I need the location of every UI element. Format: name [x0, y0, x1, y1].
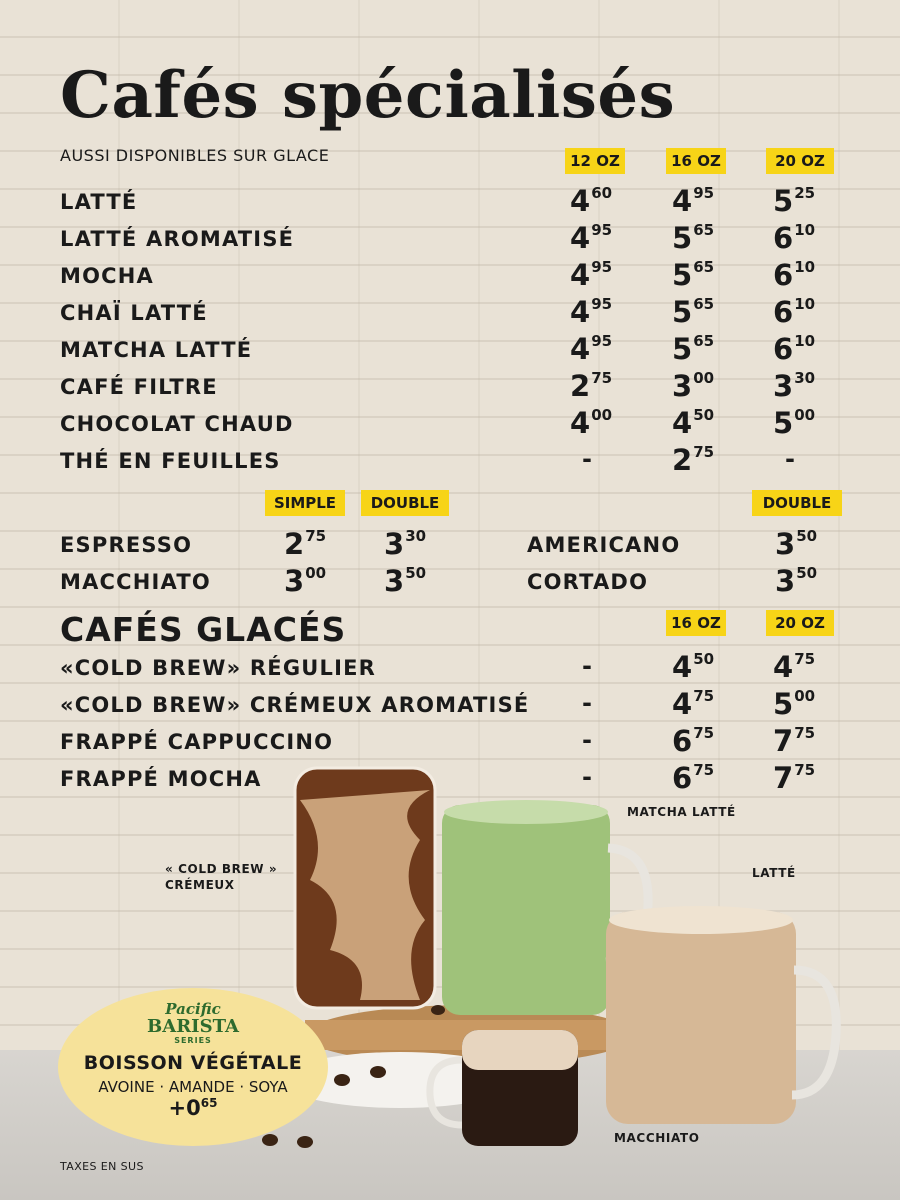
latte-mug	[606, 912, 796, 1124]
price-dollars: 5	[773, 687, 794, 721]
price-cents: 30	[405, 527, 427, 546]
price-cents: 50	[693, 650, 715, 669]
price-cents: 75	[693, 443, 715, 462]
price-cents: 50	[405, 564, 427, 583]
price-dollars: 6	[672, 724, 693, 758]
menu-item-name: «COLD BREW» RÉGULIER	[60, 656, 377, 680]
price-dollars: 2	[570, 369, 591, 403]
price-cents: 75	[591, 369, 613, 388]
price-dollars: 4	[672, 406, 693, 440]
price-simple	[284, 564, 326, 598]
latte-foam	[609, 906, 793, 934]
price-cents: 75	[794, 761, 816, 780]
badge-heading: BOISSON VÉGÉTALE	[83, 1052, 303, 1074]
price-cents: 75	[693, 687, 715, 706]
price-dollars: 5	[672, 295, 693, 329]
menu-item-name: THÉ EN FEUILLES	[60, 449, 281, 473]
price-dollars: 3	[773, 369, 794, 403]
menu-item-name: MACCHIATO	[60, 570, 211, 594]
price-unavailable: -	[582, 726, 592, 754]
price-dollars: 5	[672, 221, 693, 255]
price-unavailable: -	[582, 652, 592, 680]
price	[570, 332, 612, 366]
price-dollars: 4	[570, 184, 591, 218]
price-dollars: 3	[775, 527, 796, 561]
price	[672, 761, 714, 795]
price-cents: 95	[591, 332, 613, 351]
page-subtitle: AUSSI DISPONIBLES SUR GLACE	[60, 146, 330, 165]
price-cents: 50	[796, 564, 818, 583]
menu-item-name: «COLD BREW» CRÉMEUX AROMATISÉ	[60, 693, 530, 717]
price	[672, 687, 714, 721]
iced-section-title: CAFÉS GLACÉS	[60, 610, 347, 649]
price-cents: 10	[794, 332, 816, 351]
price	[773, 295, 815, 329]
price-unavailable: -	[582, 445, 592, 473]
price-dollars: 4	[570, 258, 591, 292]
footnote: TAXES EN SUS	[60, 1160, 144, 1173]
latte-handle	[792, 970, 836, 1095]
price	[672, 258, 714, 292]
price-cents: 65	[693, 295, 715, 314]
price-cents: 00	[794, 406, 816, 425]
page-title: Cafés spécialisés	[60, 58, 676, 133]
badge-series: BARISTA	[147, 1016, 239, 1037]
price-dollars: 2	[284, 527, 305, 561]
price-dollars: 5	[672, 332, 693, 366]
caption-matcha: MATCHA LATTÉ	[627, 805, 736, 819]
price-dollars: 4	[570, 332, 591, 366]
coffee-bean	[431, 1005, 445, 1015]
tag-double-right: DOUBLE	[752, 490, 842, 516]
price-dollars: 2	[672, 443, 693, 477]
price-dollars: 4	[672, 650, 693, 684]
price-dollars: 3	[284, 564, 305, 598]
price	[773, 258, 815, 292]
price-cents: 60	[591, 184, 613, 203]
price-cents: 75	[693, 724, 715, 743]
price-dollars: 3	[672, 369, 693, 403]
iced-size-tag-20oz: 20 OZ	[766, 610, 834, 636]
price	[672, 650, 714, 684]
price	[672, 724, 714, 758]
price-unavailable: -	[582, 689, 592, 717]
price-dollars: 4	[672, 687, 693, 721]
price-dollars: 5	[672, 258, 693, 292]
price-cents: 50	[796, 527, 818, 546]
caption-macchiato: MACCHIATO	[614, 1131, 700, 1145]
size-tag-20oz: 20 OZ	[766, 148, 834, 174]
badge-extra-price	[58, 1096, 328, 1120]
price-dollars: 4	[773, 650, 794, 684]
price-cents: 00	[693, 369, 715, 388]
menu-item-name: CHOCOLAT CHAUD	[60, 412, 294, 436]
price-double	[775, 527, 817, 561]
price	[672, 184, 714, 218]
price	[570, 184, 612, 218]
price	[570, 258, 612, 292]
menu-item-name: AMERICANO	[527, 533, 681, 557]
menu-item-name: CORTADO	[527, 570, 649, 594]
tag-double: DOUBLE	[361, 490, 449, 516]
price-cents: 75	[794, 724, 816, 743]
price	[570, 369, 612, 403]
price-dollars: 4	[672, 184, 693, 218]
price-cents: 10	[794, 221, 816, 240]
price	[672, 369, 714, 403]
price-cents: 65	[693, 221, 715, 240]
price-cents: 65	[693, 332, 715, 351]
price	[672, 443, 714, 477]
badge-extra-cents: 65	[200, 1096, 218, 1110]
price	[773, 221, 815, 255]
price-cents: 00	[305, 564, 327, 583]
coffee-bean	[262, 1134, 278, 1146]
price-dollars: 6	[773, 221, 794, 255]
caption-cold-brew-1: « COLD BREW »	[165, 862, 278, 876]
price-dollars: 5	[773, 406, 794, 440]
price-cents: 75	[305, 527, 327, 546]
price	[773, 761, 815, 795]
macchiato-foam	[462, 1030, 578, 1070]
price-dollars: 4	[570, 406, 591, 440]
price-dollars: 5	[773, 184, 794, 218]
badge-brand: Pacific	[165, 1000, 221, 1018]
coffee-bean	[297, 1136, 313, 1148]
price	[773, 406, 815, 440]
price	[570, 295, 612, 329]
price-cents: 25	[794, 184, 816, 203]
menu-item-name: LATTÉ	[60, 190, 138, 214]
price-cents: 30	[794, 369, 816, 388]
price	[672, 406, 714, 440]
price	[773, 369, 815, 403]
price-double	[775, 564, 817, 598]
price-dollars: 7	[773, 761, 794, 795]
price	[773, 184, 815, 218]
iced-size-tag-16oz: 16 OZ	[666, 610, 726, 636]
price-cents: 95	[591, 295, 613, 314]
plant-milk-badge	[58, 988, 328, 1146]
menu-item-name: FRAPPÉ CAPPUCCINO	[60, 730, 334, 754]
coffee-bean	[370, 1066, 386, 1078]
menu-item-name: MATCHA LATTÉ	[60, 338, 253, 362]
price-double	[384, 564, 426, 598]
badge-extra-main: +0	[168, 1096, 201, 1120]
size-tag-16oz: 16 OZ	[666, 148, 726, 174]
price-dollars: 6	[773, 332, 794, 366]
price-dollars: 6	[672, 761, 693, 795]
price-cents: 50	[693, 406, 715, 425]
price-cents: 95	[693, 184, 715, 203]
price-double	[384, 527, 426, 561]
coffee-bean	[334, 1074, 350, 1086]
price-cents: 65	[693, 258, 715, 277]
matcha-mug	[442, 805, 610, 1015]
badge-options: AVOINE · AMANDE · SOYA	[98, 1078, 288, 1096]
size-tag-12oz: 12 OZ	[565, 148, 625, 174]
menu-item-name: MOCHA	[60, 264, 154, 288]
price-cents: 10	[794, 295, 816, 314]
price-dollars: 4	[570, 221, 591, 255]
price-dollars: 4	[570, 295, 591, 329]
price-dollars: 7	[773, 724, 794, 758]
price-cents: 75	[794, 650, 816, 669]
price	[672, 221, 714, 255]
price	[570, 406, 612, 440]
menu-item-name: ESPRESSO	[60, 533, 193, 557]
price-cents: 95	[591, 221, 613, 240]
price	[773, 724, 815, 758]
menu-item-name: FRAPPÉ MOCHA	[60, 767, 262, 791]
price-simple	[284, 527, 326, 561]
menu-item-name: CAFÉ FILTRE	[60, 375, 218, 399]
price	[773, 650, 815, 684]
price-cents: 95	[591, 258, 613, 277]
menu-item-name: LATTÉ AROMATISÉ	[60, 227, 295, 251]
price-dollars: 3	[384, 564, 405, 598]
price-cents: 10	[794, 258, 816, 277]
tag-simple: SIMPLE	[265, 490, 345, 516]
price	[672, 332, 714, 366]
price-cents: 00	[591, 406, 613, 425]
menu-item-name: CHAÏ LATTÉ	[60, 301, 208, 325]
price-dollars: 3	[384, 527, 405, 561]
price-dollars: 6	[773, 295, 794, 329]
price-cents: 00	[794, 687, 816, 706]
price-dollars: 3	[775, 564, 796, 598]
matcha-foam	[444, 800, 608, 824]
caption-cold-brew-2: CRÉMEUX	[165, 878, 235, 892]
price-cents: 75	[693, 761, 715, 780]
price	[773, 687, 815, 721]
price-dollars: 6	[773, 258, 794, 292]
badge-series-sub: SERIES	[174, 1036, 212, 1045]
caption-latte: LATTÉ	[752, 866, 796, 880]
price	[570, 221, 612, 255]
price-unavailable: -	[785, 445, 795, 473]
price	[672, 295, 714, 329]
price-unavailable: -	[582, 763, 592, 791]
price	[773, 332, 815, 366]
